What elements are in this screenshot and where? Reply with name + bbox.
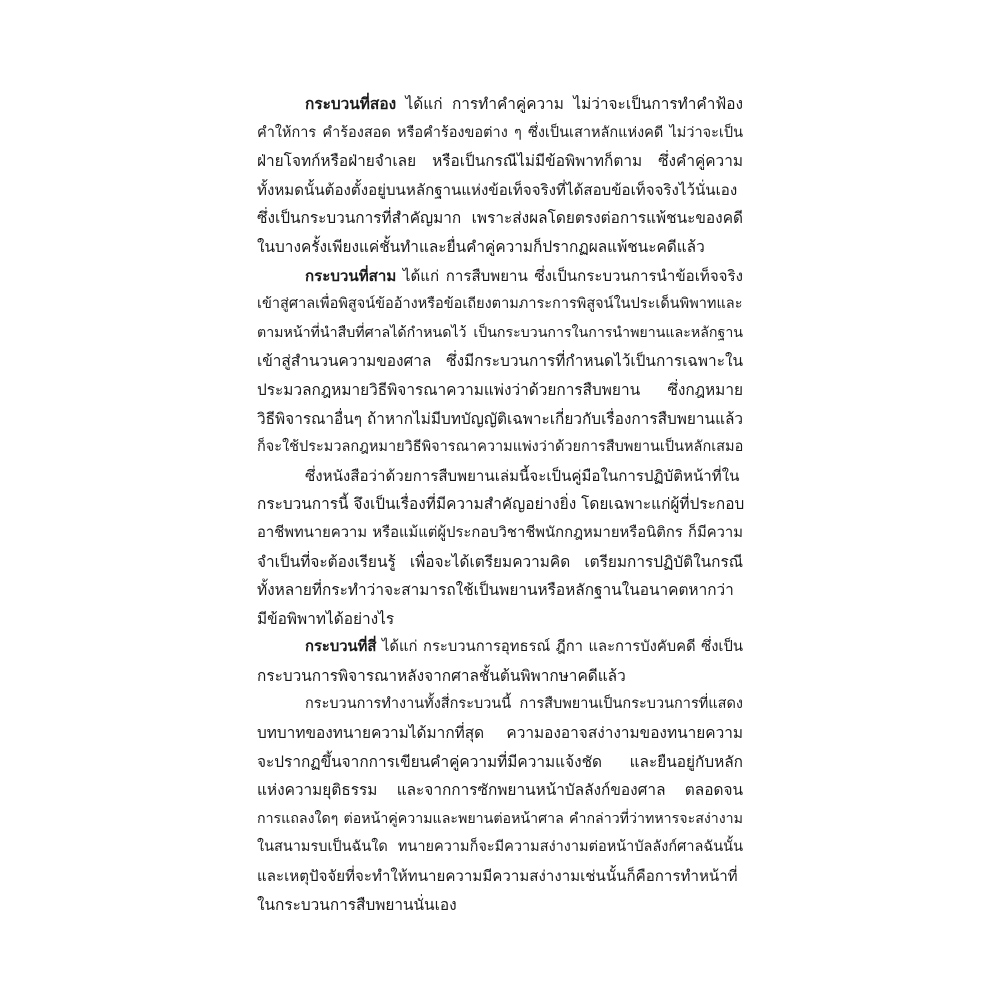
text-line: ในบางครั้งเพียงแค่ชั้นทำและยื่นคำคู่ความก็ปรากฏผลแพ้ชนะคดีแล้ว bbox=[257, 237, 705, 256]
text-line: ทั้งหมดนั้นต้องตั้งอยู่บนหลักฐานแห่งข้อเท็จจริงที่ได้สอบข้อเท็จจริงไว้นั่นเอง bbox=[257, 180, 738, 199]
text-line: ซึ่งหนังสือว่าด้วยการสืบพยานเล่มนี้จะเป็นคู่มือในการปฏิบัติหน้าที่ใน bbox=[305, 466, 740, 485]
text-line: เข้าสู่สำนวนความของศาล ซึ่งมีกระบวนการที่กำหนดไว้เป็นการเฉพาะใน bbox=[257, 352, 743, 371]
text-line: และเหตุปัจจัยที่จะทำให้ทนายความมีความสง่างามเช่นนั้นก็คือการทำหน้าที่ bbox=[257, 867, 738, 886]
text-line: แห่งความยุติธรรม และจากการซักพยานหน้าบัลลังก์ของศาล ตลอดจน bbox=[257, 781, 743, 800]
paragraph-book-purpose bbox=[257, 462, 743, 634]
section-heading: กระบวนที่สอง bbox=[305, 95, 397, 113]
text-line: ทั้งหลายที่กระทำว่าจะสามารถใช้เป็นพยานหรือหลักฐานในอนาคตหากว่า bbox=[257, 581, 734, 600]
text-line: การแถลงใดๆ ต่อหน้าคู่ความและพยานต่อหน้าศาล คำกล่าวที่ว่าทหารจะสง่างาม bbox=[257, 810, 743, 827]
text-line: จำเป็นที่จะต้องเรียนรู้ เพื่อจะได้เตรียมความคิด เตรียมการปฏิบัติในกรณี bbox=[257, 552, 743, 571]
paragraph-process-two bbox=[257, 90, 743, 262]
text-line: กระบวนที่สอง ได้แก่ การทำคำคู่ความ ไม่ว่าจะเป็นการทำคำฟ้อง bbox=[305, 95, 743, 113]
paragraph-conclusion bbox=[257, 690, 743, 919]
document-page bbox=[257, 90, 743, 919]
section-heading: กระบวนที่สาม bbox=[305, 266, 397, 285]
text-line: ก็จะใช้ประมวลกฎหมายวิธีพิจารณาความแพ่งว่าด้วยการสืบพยานเป็นหลักเสมอ bbox=[257, 439, 744, 456]
text-line: เข้าสู่ศาลเพื่อพิสูจน์ข้ออ้างหรือข้อเถียงตามภาระการพิสูจน์ในประเด็นพิพาทและ bbox=[257, 296, 743, 313]
paragraph-process-four bbox=[257, 633, 743, 690]
paragraph-process-three bbox=[257, 262, 743, 462]
text-line: คำให้การ คำร้องสอด หรือคำร้องขอต่าง ๆ ซึ่งเป็นเสาหลักแห่งคดี ไม่ว่าจะเป็น bbox=[257, 124, 743, 141]
text-line: จะปรากฏขึ้นจากการเขียนคำคู่ความที่มีความแจ้งชัด และยืนอยู่กับหลัก bbox=[257, 752, 743, 771]
text-line: อาชีพทนายความ หรือแม้แต่ผู้ประกอบวิชาชีพนักกฎหมายหรือนิติกร ก็มีความ bbox=[257, 523, 743, 541]
text-line: บทบาทของทนายความได้มากที่สุด ความองอาจสง่างามของทนายความ bbox=[257, 724, 743, 743]
text-line: ตามหน้าที่นำสืบที่ศาลได้กำหนดไว้ เป็นกระบวนการในการนำพยานและหลักฐาน bbox=[257, 324, 743, 341]
text-line: ประมวลกฎหมายวิธีพิจารณาความแพ่งว่าด้วยการสืบพยาน ซึ่งกฎหมาย bbox=[257, 380, 743, 399]
text-line: ในสนามรบเป็นฉันใด ทนายความก็จะมีความสง่างามต่อหน้าบัลลังก์ศาลฉันนั้น bbox=[257, 839, 743, 856]
text-line: ฝ่ายโจทก์หรือฝ่ายจำเลย หรือเป็นกรณีไม่มีข้อพิพาทก็ตาม ซึ่งคำคู่ความ bbox=[257, 152, 743, 171]
text-line: ในกระบวนการสืบพยานนั่นเอง bbox=[257, 895, 457, 914]
text-line: มีข้อพิพาทได้อย่างไร bbox=[257, 609, 395, 628]
text-line: วิธีพิจารณาอื่นๆ ถ้าหากไม่มีบทบัญญัติเฉพาะเกี่ยวกับเรื่องการสืบพยานแล้ว bbox=[257, 409, 744, 428]
text-line: กระบวนการพิจารณาหลังจากศาลชั้นต้นพิพากษาคดีแล้ว bbox=[257, 666, 626, 685]
text-line: ซึ่งเป็นกระบวนการที่สำคัญมาก เพราะส่งผลโดยตรงต่อการแพ้ชนะของคดี bbox=[257, 209, 743, 228]
text-line: กระบวนที่สาม ได้แก่ การสืบพยาน ซึ่งเป็นกระบวนการนำข้อเท็จจริง bbox=[305, 266, 743, 285]
text-line: กระบวนการทำงานทั้งสี่กระบวนนี้ การสืบพยานเป็นกระบวนการที่แสดง bbox=[305, 696, 743, 713]
text-line: กระบวนที่สี่ ได้แก่ กระบวนการอุทธรณ์ ฎีกา และการบังคับคดี ซึ่งเป็น bbox=[305, 638, 743, 656]
section-heading: กระบวนที่สี่ bbox=[305, 638, 377, 656]
text-line: กระบวนการนี้ จึงเป็นเรื่องที่มีความสำคัญอย่างยิ่ง โดยเฉพาะแก่ผู้ที่ประกอบ bbox=[257, 495, 745, 514]
